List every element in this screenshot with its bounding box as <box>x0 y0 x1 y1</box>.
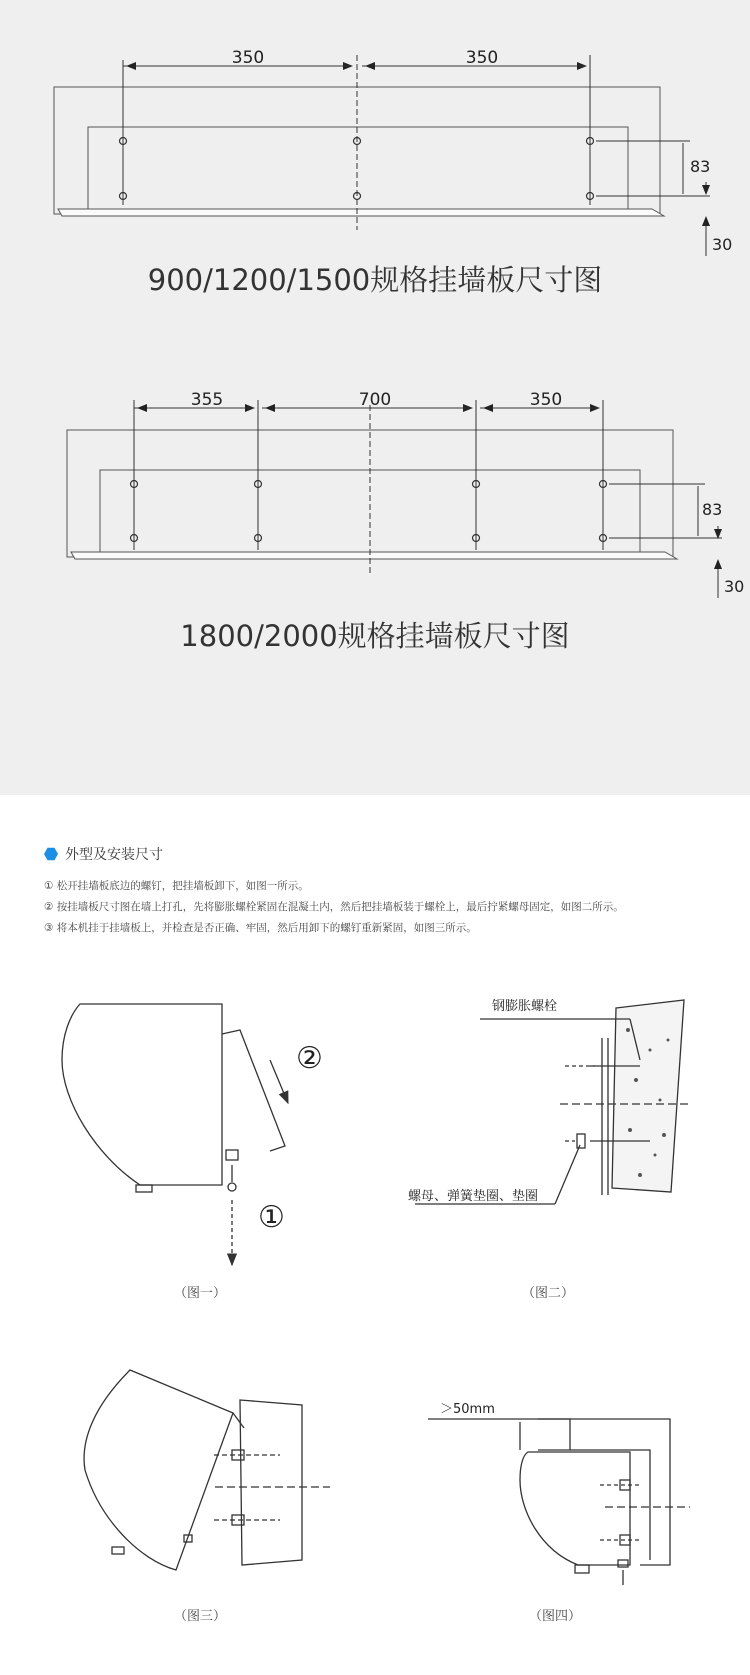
fig1-marker-2: ② <box>296 1041 323 1076</box>
dim-355: 355 <box>190 390 224 410</box>
section-title: 外型及安装尺寸 <box>65 847 163 863</box>
step-1: ① 松开挂墙板底边的螺钉，把挂墙板卸下，如图一所示。 <box>44 880 309 892</box>
dim-700: 700 <box>358 390 392 410</box>
install-steps <box>44 876 624 939</box>
fig1-caption: （图一） <box>173 1286 226 1301</box>
step-2: ② 按挂墙板尺寸图在墙上打孔，先将膨胀螺栓紧固在混凝土内，然后把挂墙板装于螺栓上，最后拧紧螺母固定，如图二所示。 <box>44 901 624 913</box>
diagram1-caption: 900/1200/1500规格挂墙板尺寸图 <box>147 263 603 297</box>
fig3-caption: （图三） <box>173 1609 226 1624</box>
dim-350-left: 350 <box>231 48 265 68</box>
dim-350: 350 <box>529 390 563 410</box>
hexagon-icon <box>44 847 58 861</box>
fig1-heater <box>62 1004 288 1265</box>
fig4-caption: （图四） <box>528 1609 581 1624</box>
holes-2 <box>131 481 607 542</box>
fig2-caption: （图二） <box>521 1286 574 1301</box>
fig1-marker-1: ① <box>258 1200 285 1235</box>
dim-30: 30 <box>712 235 733 254</box>
board-outline-2 <box>67 430 677 559</box>
board-outline-1 <box>54 87 664 216</box>
dim-350-right: 350 <box>465 48 499 68</box>
fig4-clearance-label: ＞50mm <box>440 1402 495 1417</box>
dim-30-b: 30 <box>724 577 745 596</box>
dim-83-b: 83 <box>702 500 723 519</box>
fig3-heater <box>84 1370 330 1570</box>
section-header <box>44 844 163 864</box>
fig2-nut-label: 螺母、弹簧垫圈、垫圈 <box>408 1189 539 1204</box>
fig2-wall <box>612 1000 684 1192</box>
fig4-heater <box>428 1419 690 1585</box>
install-figures <box>0 960 750 1660</box>
fig2-bolt-label: 钢膨胀螺栓 <box>492 999 558 1014</box>
wallboard-diagram-1 <box>0 0 750 795</box>
dim-83: 83 <box>690 157 711 176</box>
step-3: ③ 将本机挂于挂墙板上，并检查是否正确、牢固，然后用卸下的螺钉重新紧固，如图三所示。 <box>44 922 477 934</box>
diagram2-caption: 1800/2000规格挂墙板尺寸图 <box>180 619 570 653</box>
